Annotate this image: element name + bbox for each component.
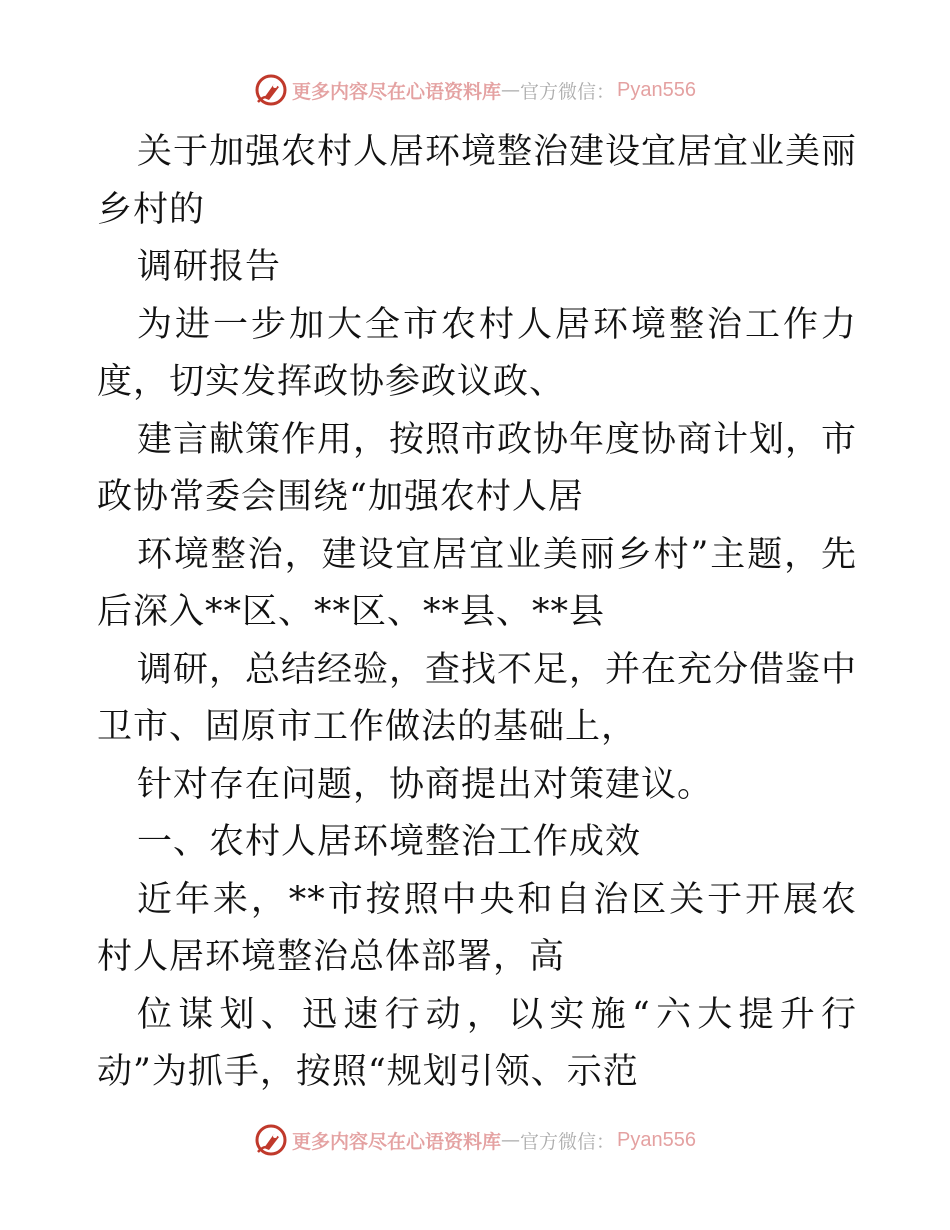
watermark-text: 更多内容尽在心语资料库 xyxy=(292,80,502,103)
watermark-separator: — xyxy=(501,1129,521,1151)
paragraph: 环境整治，建设宜居宜业美丽乡村”主题，先后深入**区、**区、**县、**县 xyxy=(97,534,857,632)
paragraph: 建言献策作用，按照市政协年度协商计划，市政协常委会围绕“加强农村人居 xyxy=(97,419,858,517)
paragraph-title: 关于加强农村人居环境整治建设宜居宜业美丽乡村的 xyxy=(97,132,858,230)
watermark-account: Pyan556 xyxy=(617,1128,696,1151)
watermark-banner-bottom xyxy=(0,1122,950,1158)
watermark-label: 官方微信： xyxy=(520,1130,616,1153)
watermark-label: 官方微信： xyxy=(520,80,616,103)
document-body xyxy=(97,124,857,1102)
paragraph: 位谋划、迅速行动，以实施“六大提升行动”为抓手，按照“规划引领、示范 xyxy=(97,994,857,1092)
pen-nib-logo-icon xyxy=(254,1123,288,1157)
paragraph: 近年来，**市按照中央和自治区关于开展农村人居环境整治总体部署，高 xyxy=(97,879,857,977)
pen-nib-logo-icon xyxy=(254,73,288,107)
paragraph: 为进一步加大全市农村人居环境整治工作力度，切实发挥政协参政议政、 xyxy=(97,304,857,402)
watermark-banner-top xyxy=(0,72,950,108)
paragraph-subtitle: 调研报告 xyxy=(137,247,282,287)
watermark-separator: — xyxy=(501,79,521,101)
paragraph: 针对存在问题，协商提出对策建议。 xyxy=(137,764,714,805)
section-heading: 一、农村人居环境整治工作成效 xyxy=(137,822,642,862)
watermark-text: 更多内容尽在心语资料库 xyxy=(292,1130,502,1153)
watermark-account: Pyan556 xyxy=(617,78,696,101)
paragraph: 调研，总结经验，查找不足，并在充分借鉴中卫市、固原市工作做法的基础上， xyxy=(97,649,858,747)
